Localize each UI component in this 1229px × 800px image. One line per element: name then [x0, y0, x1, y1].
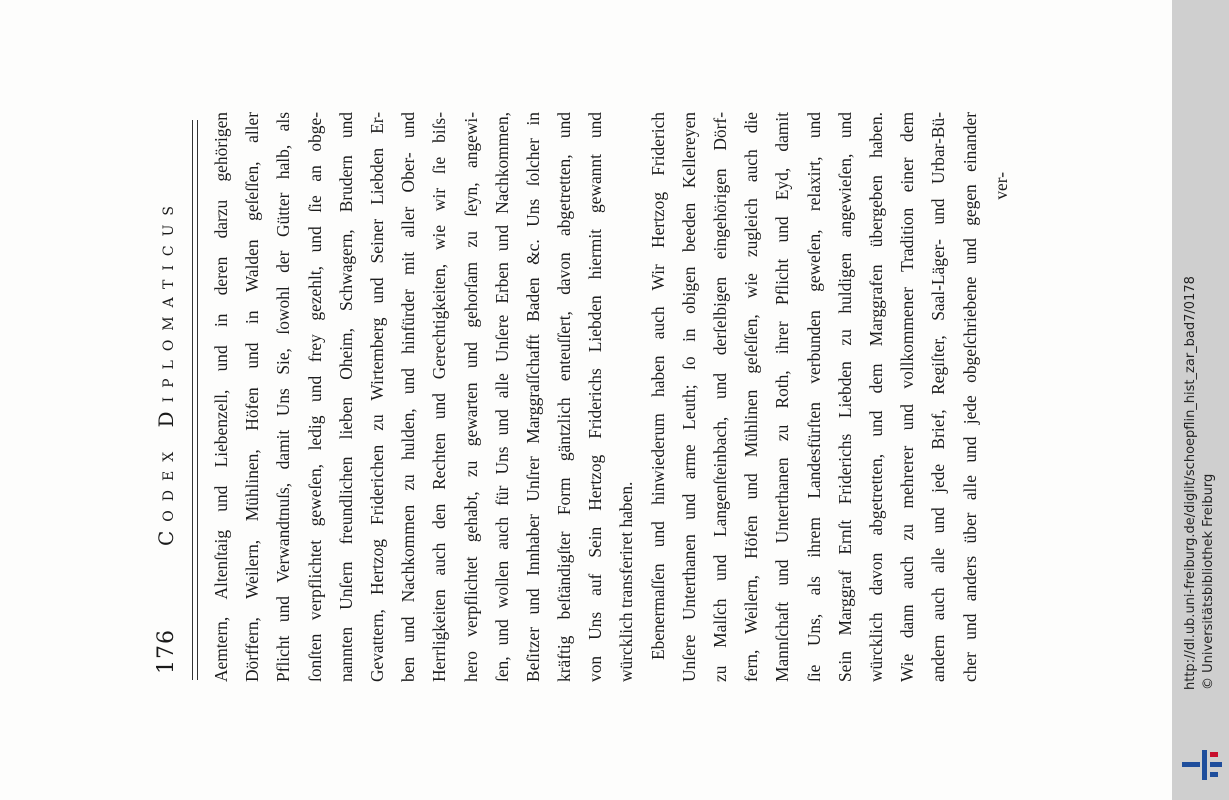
text-line: Aemtern, Altenſtaig und Liebenzell, und in deren darzu gehörigen	[211, 112, 231, 682]
text-line: Mannſchaft und Unterthanen zu Roth, ihrer Pflicht und Eyd, damit	[772, 112, 793, 682]
text-line: Herrligkeiten auch den Rechten und Gerechtigkeiten, wie wir ſie biſs-	[429, 112, 450, 682]
text-line: Sein Marggraf Ernſt Friderichs Liebden zu huldigen angewieſen, und	[834, 112, 855, 682]
running-head: Codex Diplomaticus	[154, 197, 178, 546]
page-number: 176	[154, 629, 179, 674]
text-line: hero verpflichtet gehabt, zu gewarten und gehorſam zu ſeyn, angewi-	[460, 112, 481, 682]
text-line: Unſere Unterthanen und arme Leuth; ſo in obigen beeden Kellereyen	[678, 112, 699, 682]
text-line: Ebenermaſſen und hinwiederum haben auch Wir Hertzog Friderich	[647, 112, 668, 660]
text-line: Beſitzer und Innhaber Unſrer Marggraſſchafft Baden &c. Uns ſolcher in	[522, 112, 543, 682]
text-line: würcklich transferiret haben.	[616, 481, 637, 682]
text-line: Dörffern, Weilern, Mühlinen, Höfen und in Walden geſeſſen, aller	[242, 112, 263, 682]
text-line: nannten Unſern freundlichen lieben Oheim, Schwagern, Brudern und	[335, 112, 356, 682]
source-url-link[interactable]: http://dl.ub.uni-freiburg.de/diglit/schoepflin_hist_zar_bad7/0178	[1183, 276, 1198, 690]
text-line: von Uns auf Sein Hertzog Friderichs Liebden hiermit gewannt und	[585, 112, 606, 682]
text-line: zu Malſch und Langenſteinbach, und derſelbigen eingehörigen Dörf-	[710, 112, 730, 682]
text-line: Wie dann auch zu mehrerer und vollkommener Tradition einer dem	[897, 112, 918, 682]
copyright-notice: © Universitätsbibliothek Freiburg	[1201, 473, 1216, 690]
text-line: andern auch alle und jede Brief, Regiſter, Saal-Läger- und Urbar-Bü-	[928, 112, 949, 682]
header-rule	[192, 120, 198, 680]
sidebar-text-rotated	[1172, 0, 1229, 690]
catchword: ver-	[990, 172, 1011, 200]
text-line: ſonſten verpflichtet geweſen, ledig und frey gezehlt, und ſie an obge-	[304, 112, 325, 682]
text-line: Gevattern, Hertzog Friderichen zu Wirtemberg und Seiner Liebden Er-	[366, 112, 387, 682]
text-line: ſie Uns, als ihrem Landesfürſten verbunden geweſen, relaxirt, und	[803, 112, 824, 682]
body-text	[206, 112, 1017, 682]
text-line: würcklich davon abgetretten, und dem Marggrafen übergeben haben.	[865, 112, 886, 682]
text-line: fern, Weilern, Höfen und Mühlinen geſeſſen, wie zugleich auch die	[741, 112, 762, 682]
text-line: ſen, und wollen auch für Uns und alle Unſere Erben und Nachkommen,	[491, 112, 512, 682]
text-line: cher und anders über alle und jede obgeſchriebene und gegen einander	[959, 112, 980, 682]
text-line: Pflicht und Verwandtnuſs, damit Uns Sie, ſowohl der Gütter halb, als	[273, 112, 294, 682]
viewer-sidebar-strip	[1172, 0, 1229, 800]
page-header	[148, 114, 188, 674]
ub-freiburg-logo-icon	[1180, 748, 1224, 782]
text-line: ben und Nachkommen zu hulden, und hinfürder mit aller Ober- und	[398, 112, 419, 682]
text-line: kräftig beſtändigſter Form gäntzlich enteuſſert, davon abgetretten, und	[554, 112, 575, 682]
